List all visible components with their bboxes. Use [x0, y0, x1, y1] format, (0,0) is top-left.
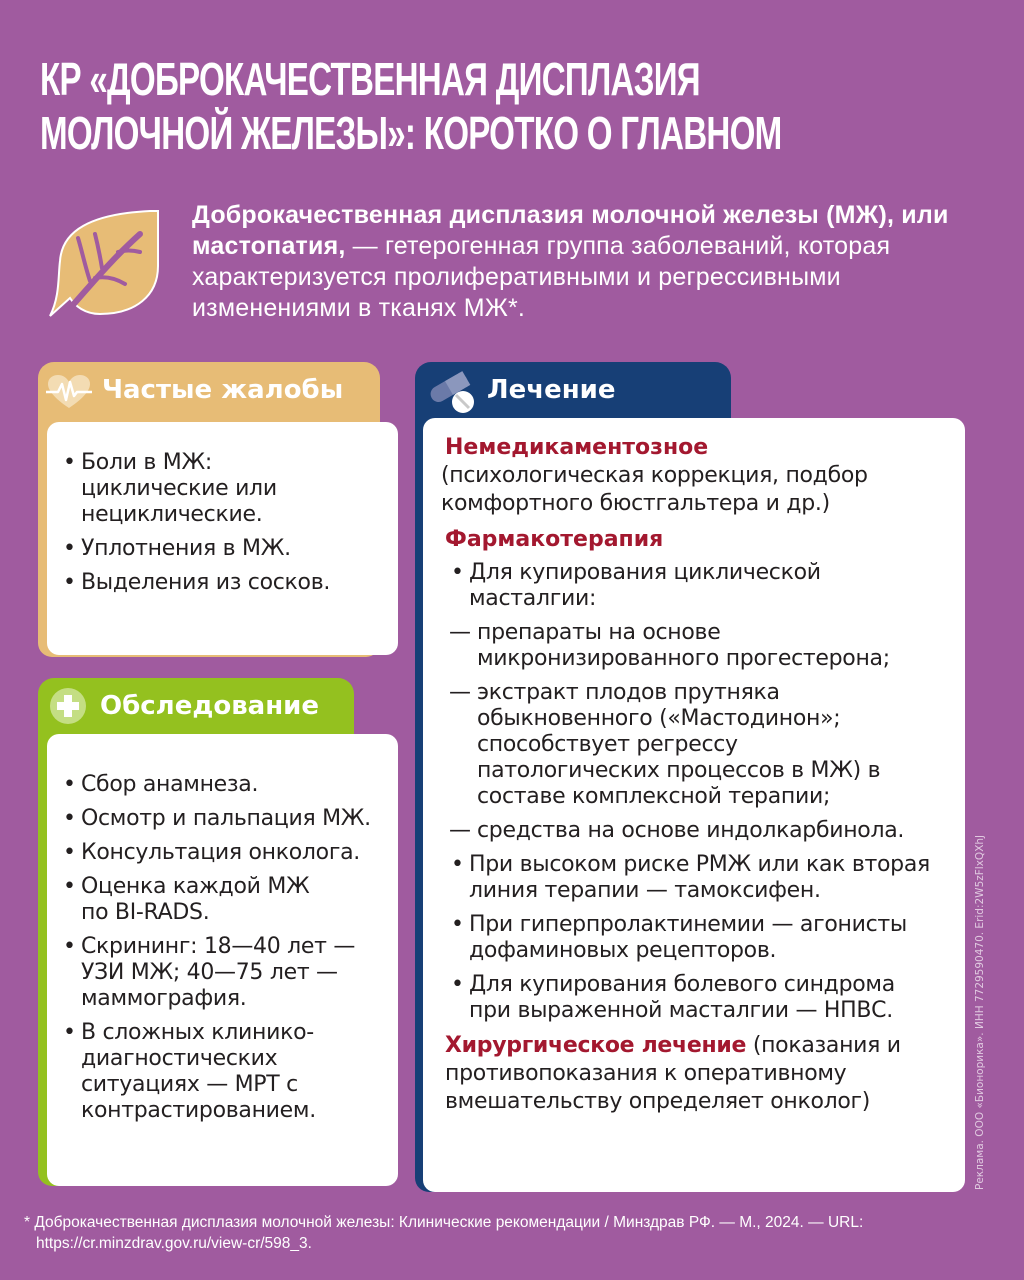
- non-drug-text: (психологическая коррекция, подбор комфортного бюстгальтера и др.): [441, 463, 868, 516]
- list-item: • Скрининг: 18—40 лет — УЗИ МЖ; 40—75 лет — маммография.: [61, 934, 361, 1012]
- list-item: • Сбор анамнеза.: [61, 772, 388, 798]
- complaints-card: [47, 422, 398, 655]
- list-item: • При гиперпролактинемии — агонисты дофаминовых рецепторов.: [449, 912, 939, 964]
- list-item: • Уплотнения в МЖ.: [61, 536, 386, 562]
- leaf-icon: [40, 206, 165, 321]
- non-drug-heading: Немедикаментозное: [445, 435, 709, 460]
- surgery-block: [445, 1032, 915, 1116]
- treatment-title: Лечение: [487, 375, 616, 405]
- intro-rest: — гетерогенная группа заболеваний, которая характеризуется пролиферативными и регрессивными изменениями в тканях МЖ*.: [192, 232, 891, 322]
- complaints-list: [61, 450, 386, 596]
- list-item: [449, 560, 849, 612]
- pharma-heading: Фармакотерапия: [445, 527, 664, 552]
- pharma-list-2: [449, 852, 939, 1024]
- footnote: [24, 1212, 1004, 1254]
- list-item: • Консультация онколога.: [61, 840, 388, 866]
- treatment-panel: [415, 362, 965, 1194]
- examination-panel: [38, 678, 398, 1188]
- heart-pulse-icon: [44, 374, 94, 410]
- list-item: • Оценка каждой МЖ по BI-RADS.: [61, 874, 331, 926]
- surgery-text: (показания и противопоказания к оперативному вмешательству определяет онколог): [445, 1033, 901, 1114]
- footnote-line-1: * Доброкачественная дисплазия молочной железы: Клинические рекомендации / Минздрав РФ. — М., 2024. — URL:: [24, 1214, 864, 1231]
- list-item: • Выделения из сосков.: [61, 570, 386, 596]
- medical-cross-icon: [48, 686, 88, 726]
- list-item: — средства на основе индолкарбинола.: [449, 818, 939, 844]
- intro-text: [192, 200, 952, 324]
- examination-list: [61, 772, 388, 1124]
- complaints-title: Частые жалобы: [102, 375, 344, 405]
- page-title: [40, 52, 904, 160]
- ad-disclaimer: Реклама. ООО «Бионорика». ИНН 7729590470. Erid:2W5zFlxQXhJ: [974, 834, 986, 1190]
- examination-title: Обследование: [100, 691, 320, 721]
- title-line-2: МОЛОЧНОЙ ЖЕЛЕЗЫ»: КОРОТКО О ГЛАВНОМ: [40, 107, 782, 159]
- list-item: — препараты на основе микронизированного прогестерона;: [449, 620, 939, 672]
- intro-section: [40, 200, 990, 324]
- pill-icon: [427, 370, 479, 414]
- treatment-card: [423, 418, 965, 1192]
- list-item: • В сложных клинико-диагностических ситуациях — МРТ с контрастированием.: [61, 1020, 336, 1124]
- pharma-sublist: [449, 620, 939, 844]
- examination-card: [47, 734, 398, 1186]
- surgery-heading: Хирургическое лечение: [445, 1033, 747, 1058]
- title-line-1: КР «ДОБРОКАЧЕСТВЕННАЯ ДИСПЛАЗИЯ: [40, 53, 700, 105]
- list-item: • Боли в МЖ: циклические или нециклические.: [61, 450, 311, 528]
- complaints-panel: [38, 362, 398, 657]
- list-item: • Для купирования болевого синдрома при выраженной масталгии — НПВС.: [449, 972, 939, 1024]
- pharma-list: [449, 560, 955, 612]
- footnote-url[interactable]: https://cr.minzdrav.gov.ru/view-cr/598_3.: [36, 1235, 312, 1252]
- intro-bold: Доброкачественная дисплазия молочной железы (МЖ), или мастопатия,: [192, 201, 949, 260]
- list-item: — экстракт плодов прутняка обыкновенного («Мастодинон»; способствует регрессу патологических процессов в МЖ) в составе комплексной терапии;: [449, 680, 909, 810]
- pharma-item-1: Для купирования циклической масталгии:: [469, 560, 821, 611]
- list-item: • Осмотр и пальпация МЖ.: [61, 806, 388, 832]
- list-item: • При высоком риске РМЖ или как вторая линия терапии — тамоксифен.: [449, 852, 939, 904]
